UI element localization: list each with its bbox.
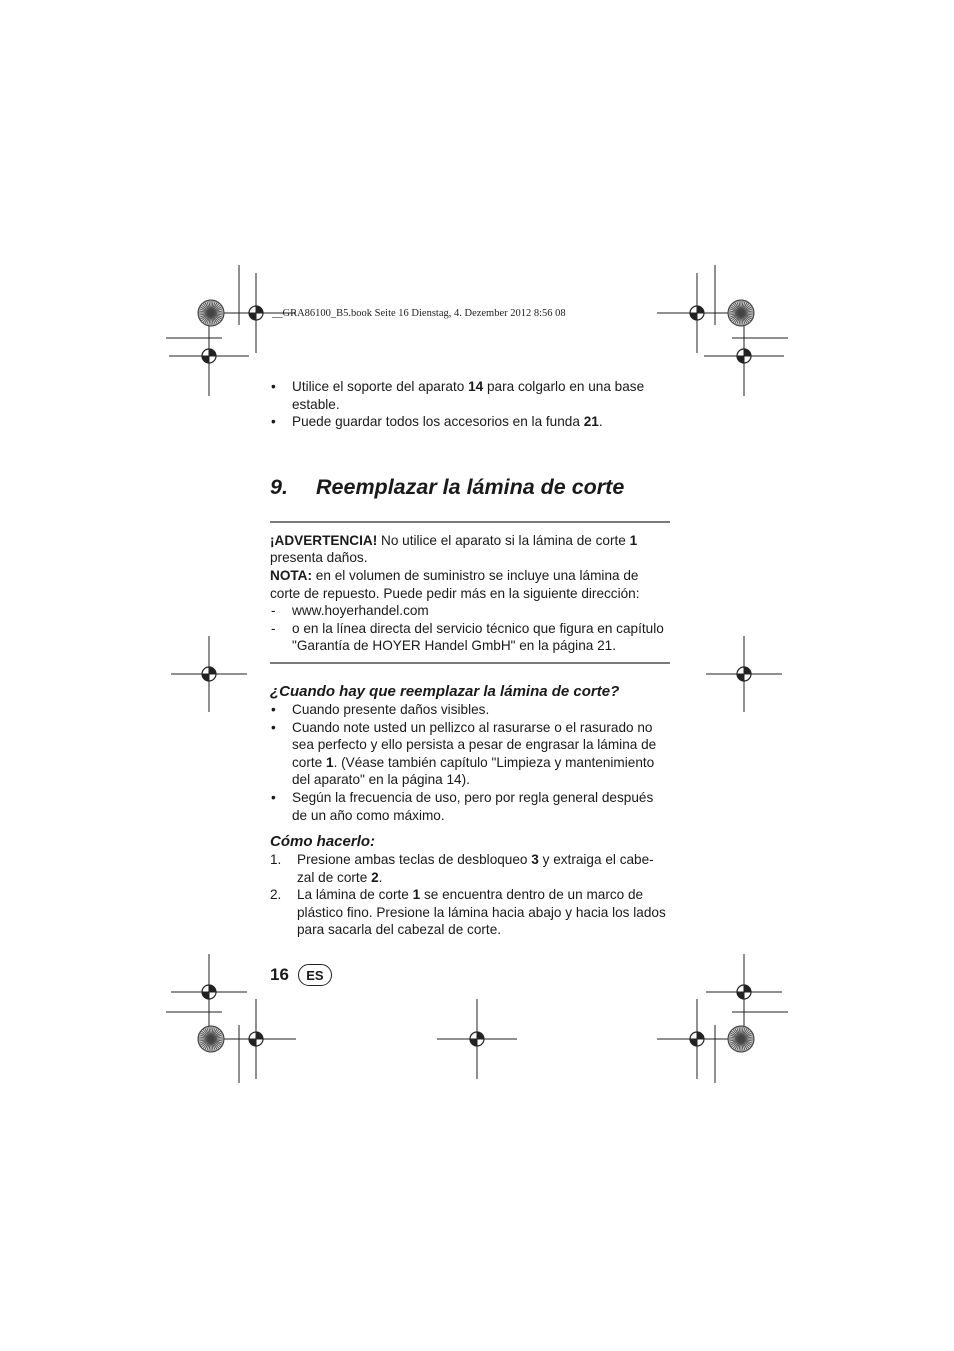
list-item: • Cuando presente daños visibles. [270,701,670,719]
registration-mark-icon [657,273,737,353]
registration-mark-icon [171,636,247,712]
color-target-icon [198,300,224,326]
page-footer [270,964,332,986]
section-number: 9. [270,474,288,499]
color-target-icon [198,1026,224,1052]
list-item: • Puede guardar todos los accesorios en la funda 21. [270,413,670,431]
list-item: • Cuando note usted un pellizco al rasurarse o el rasurado no sea perfecto y ello persista a pesar de engrasar la lámina de corte 1. (Véase también capítulo "Limpieza y mantenimiento del aparato" en la página 14). [270,719,670,789]
file-info-header: __GRA86100_B5.book Seite 16 Dienstag, 4. Dezember 2012 8:56 08 [272,308,566,319]
language-badge: ES [298,964,332,986]
contact-hotline: - o en la línea directa del servicio técnico que figura en capítulo "Garantía de HOYER Handel GmbH" en la página 21. [270,620,670,655]
registration-mark-icon [216,999,296,1079]
section-title: Reemplazar la lámina de corte [316,474,625,499]
step-item: 2. La lámina de corte 1 se encuentra dentro de un marco de plástico fino. Presione la lámina hacia abajo y hacia los lados para sacarla del cabezal de corte. [270,887,666,938]
registration-mark-icon [706,636,782,712]
list-item: • Según la frecuencia de uso, pero por regla general después de un año como máximo. [270,789,670,824]
registration-mark-icon [706,954,782,1030]
registration-mark-icon [704,316,784,396]
registration-mark-icon [657,999,737,1079]
subheading-when: ¿Cuando hay que reemplazar la lámina de corte? [270,682,620,700]
contact-website: - www.hoyerhandel.com [270,602,670,620]
registration-mark-icon [169,316,249,396]
color-target-icon [728,300,754,326]
color-target-icon [728,1026,754,1052]
subheading-how: Cómo hacerlo: [270,833,376,851]
note-paragraph: NOTA: en el volumen de suministro se incluye una lámina de corte de repuesto. Puede pedir más en la siguiente dirección: [270,567,640,601]
section-heading [270,474,670,500]
registration-mark-icon [437,999,517,1079]
step-item: 1. Presione ambas teclas de desbloqueo 3 y extraiga el cabe-zal de corte 2. [270,852,654,885]
warning-paragraph: ¡ADVERTENCIA! No utilice el aparato si la lámina de corte 1 presenta daños. [270,532,638,566]
notice-box [270,523,670,662]
list-item: • Utilice el soporte del aparato 14 para colgarlo en una base estable. [270,378,670,413]
page-content [270,378,670,939]
page-number: 16 [270,965,289,984]
registration-mark-icon [171,954,247,1030]
divider [270,662,670,664]
